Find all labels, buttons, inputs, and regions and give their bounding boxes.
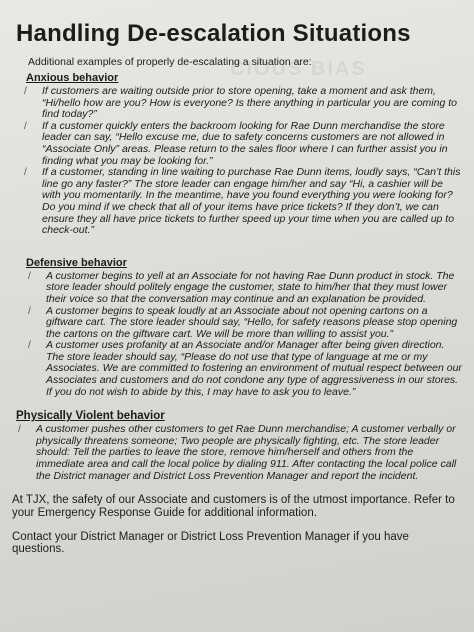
closing-paragraph: At TJX, the safety of our Associate and customers is of the utmost importance. Refer to your Emergency Response Guide for additional information.	[12, 494, 455, 519]
spacer	[12, 398, 464, 410]
section-title-defensive: Defensive behavior	[26, 256, 127, 269]
section-defensive	[12, 257, 464, 399]
defensive-list	[12, 271, 464, 399]
check-mark-icon: /	[18, 424, 21, 436]
physically-violent-list	[12, 424, 464, 482]
background-watermark: CIOUS BIAS	[230, 58, 367, 80]
check-mark-icon: /	[24, 167, 27, 179]
list-item: / A customer begins to yell at an Associate for not having Rae Dunn product in stock. The store leader should politely engage the customer, state to him/her that they must lower their voice so that the conversation may continue and an explanation be provided.	[28, 269, 455, 305]
check-mark-icon: /	[28, 340, 31, 352]
contact-line: Contact your District Manager or District Loss Prevention Manager if you have questions.	[12, 531, 409, 556]
list-item: / If a customer, standing in line waiting to purchase Rae Dunn items, loudly says, “Can’t this line go any faster?” The store leader can engage him/her and say “Hi, a cashier will be with you momentarily. In the meantime, have you found everything you were looking for? Do you mind if we check that all of your items have price tickets? If they don’t, we can ensure they all have price tickets to further speed up your time when you are called up to check-out.”	[24, 166, 461, 237]
list-item: / If customers are waiting outside prior to store opening, take a moment and ask them, “Hi/hello how are you? How is everyone? Is there anything in particular you are coming to find today?”	[24, 85, 457, 121]
list-item: / If a customer quickly enters the backroom looking for Rae Dunn merchandise the store leader can say, “Hello excuse me, due to safety concerns customers are not allowed in “Associate Only” areas. Please return to the sales floor where I can further assist you in finding what you may be looking for.”	[24, 119, 448, 167]
check-mark-icon: /	[24, 120, 27, 132]
check-mark-icon: /	[24, 86, 27, 97]
section-title-physically-violent: Physically Violent behavior	[16, 410, 165, 423]
list-item: / A customer pushes other customers to get Rae Dunn merchandise; A customer verbally or physically threatens someone; Two people are physically fighting, etc. The store leader should: Tell the parties to leave the store, remove him/herself and others from the immediate area and call the local police by dialing 911. After contacting the local police call the District manager and District Loss Prevention Manager and report the incident.	[18, 423, 457, 482]
spacer	[12, 237, 464, 257]
anxious-list	[12, 86, 464, 237]
list-item: / A customer uses profanity at an Associate and/or Manager after being given direction. The store leader should say, “Please do not use that type of language at me or my Associates. We are committed to fostering an environment of mutual respect between our Associates and customers and do not condone any type of aggressiveness in our stores. If you do not wish to abide by this, I may have to ask you to leave.”	[28, 339, 462, 398]
intro-text: Additional examples of properly de-escalating a situation are:	[28, 56, 312, 68]
page-title: Handling De-escalation Situations	[16, 20, 411, 47]
section-anxious	[12, 72, 464, 237]
check-mark-icon: /	[28, 305, 31, 317]
section-title-anxious: Anxious behavior	[26, 72, 119, 84]
list-item: / A customer begins to speak loudly at an Associate about not opening cartons on a giftware cart. The store leader should say, “Hello, for safety reasons please stop opening the cartons on the giftware cart. We will be more than willing to assist you.”	[28, 304, 458, 340]
check-mark-icon: /	[28, 270, 31, 282]
section-physically-violent	[12, 410, 464, 482]
